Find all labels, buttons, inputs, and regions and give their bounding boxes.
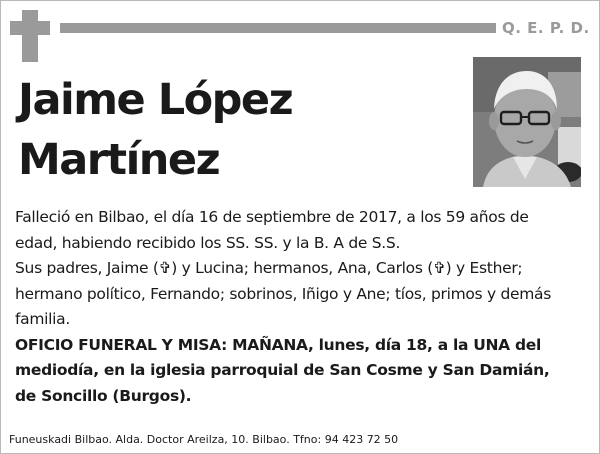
name-line-2: Martínez — [18, 135, 220, 185]
header-divider-bar — [60, 23, 496, 33]
funeral-home-footer: Funeuskadi Bilbao. Alda. Doctor Areilza, 10. Bilbao. Tfno: 94 423 72 50 — [9, 433, 399, 446]
qepd-label: Q. E. P. D. — [502, 19, 590, 37]
portrait-photo — [473, 57, 581, 187]
funeral-service-paragraph: OFICIO FUNERAL Y MISA: MAÑANA, lunes, día 18, a la UNA del mediodía, en la iglesia parroquial de San Cosme y San Damián, de Soncillo (Burgos). — [15, 335, 550, 405]
obituary-text — [15, 205, 575, 409]
family-paragraph: Sus padres, Jaime (✞) y Lucina; hermanos, Ana, Carlos (✞) y Esther; hermano político, Fernando; sobrinos, Iñigo y Ane; tíos, primos y demás familia. — [15, 259, 552, 328]
cross-horizontal-bar — [10, 21, 50, 35]
name-line-1: Jaime López — [18, 75, 293, 125]
death-notice-paragraph: Falleció en Bilbao, el día 16 de septiembre de 2017, a los 59 años de edad, habiendo recibido los SS. SS. y la B. A de S.S. — [15, 208, 529, 252]
portrait-image — [473, 57, 581, 187]
deceased-name — [18, 70, 292, 190]
cross-vertical-bar — [22, 10, 38, 62]
